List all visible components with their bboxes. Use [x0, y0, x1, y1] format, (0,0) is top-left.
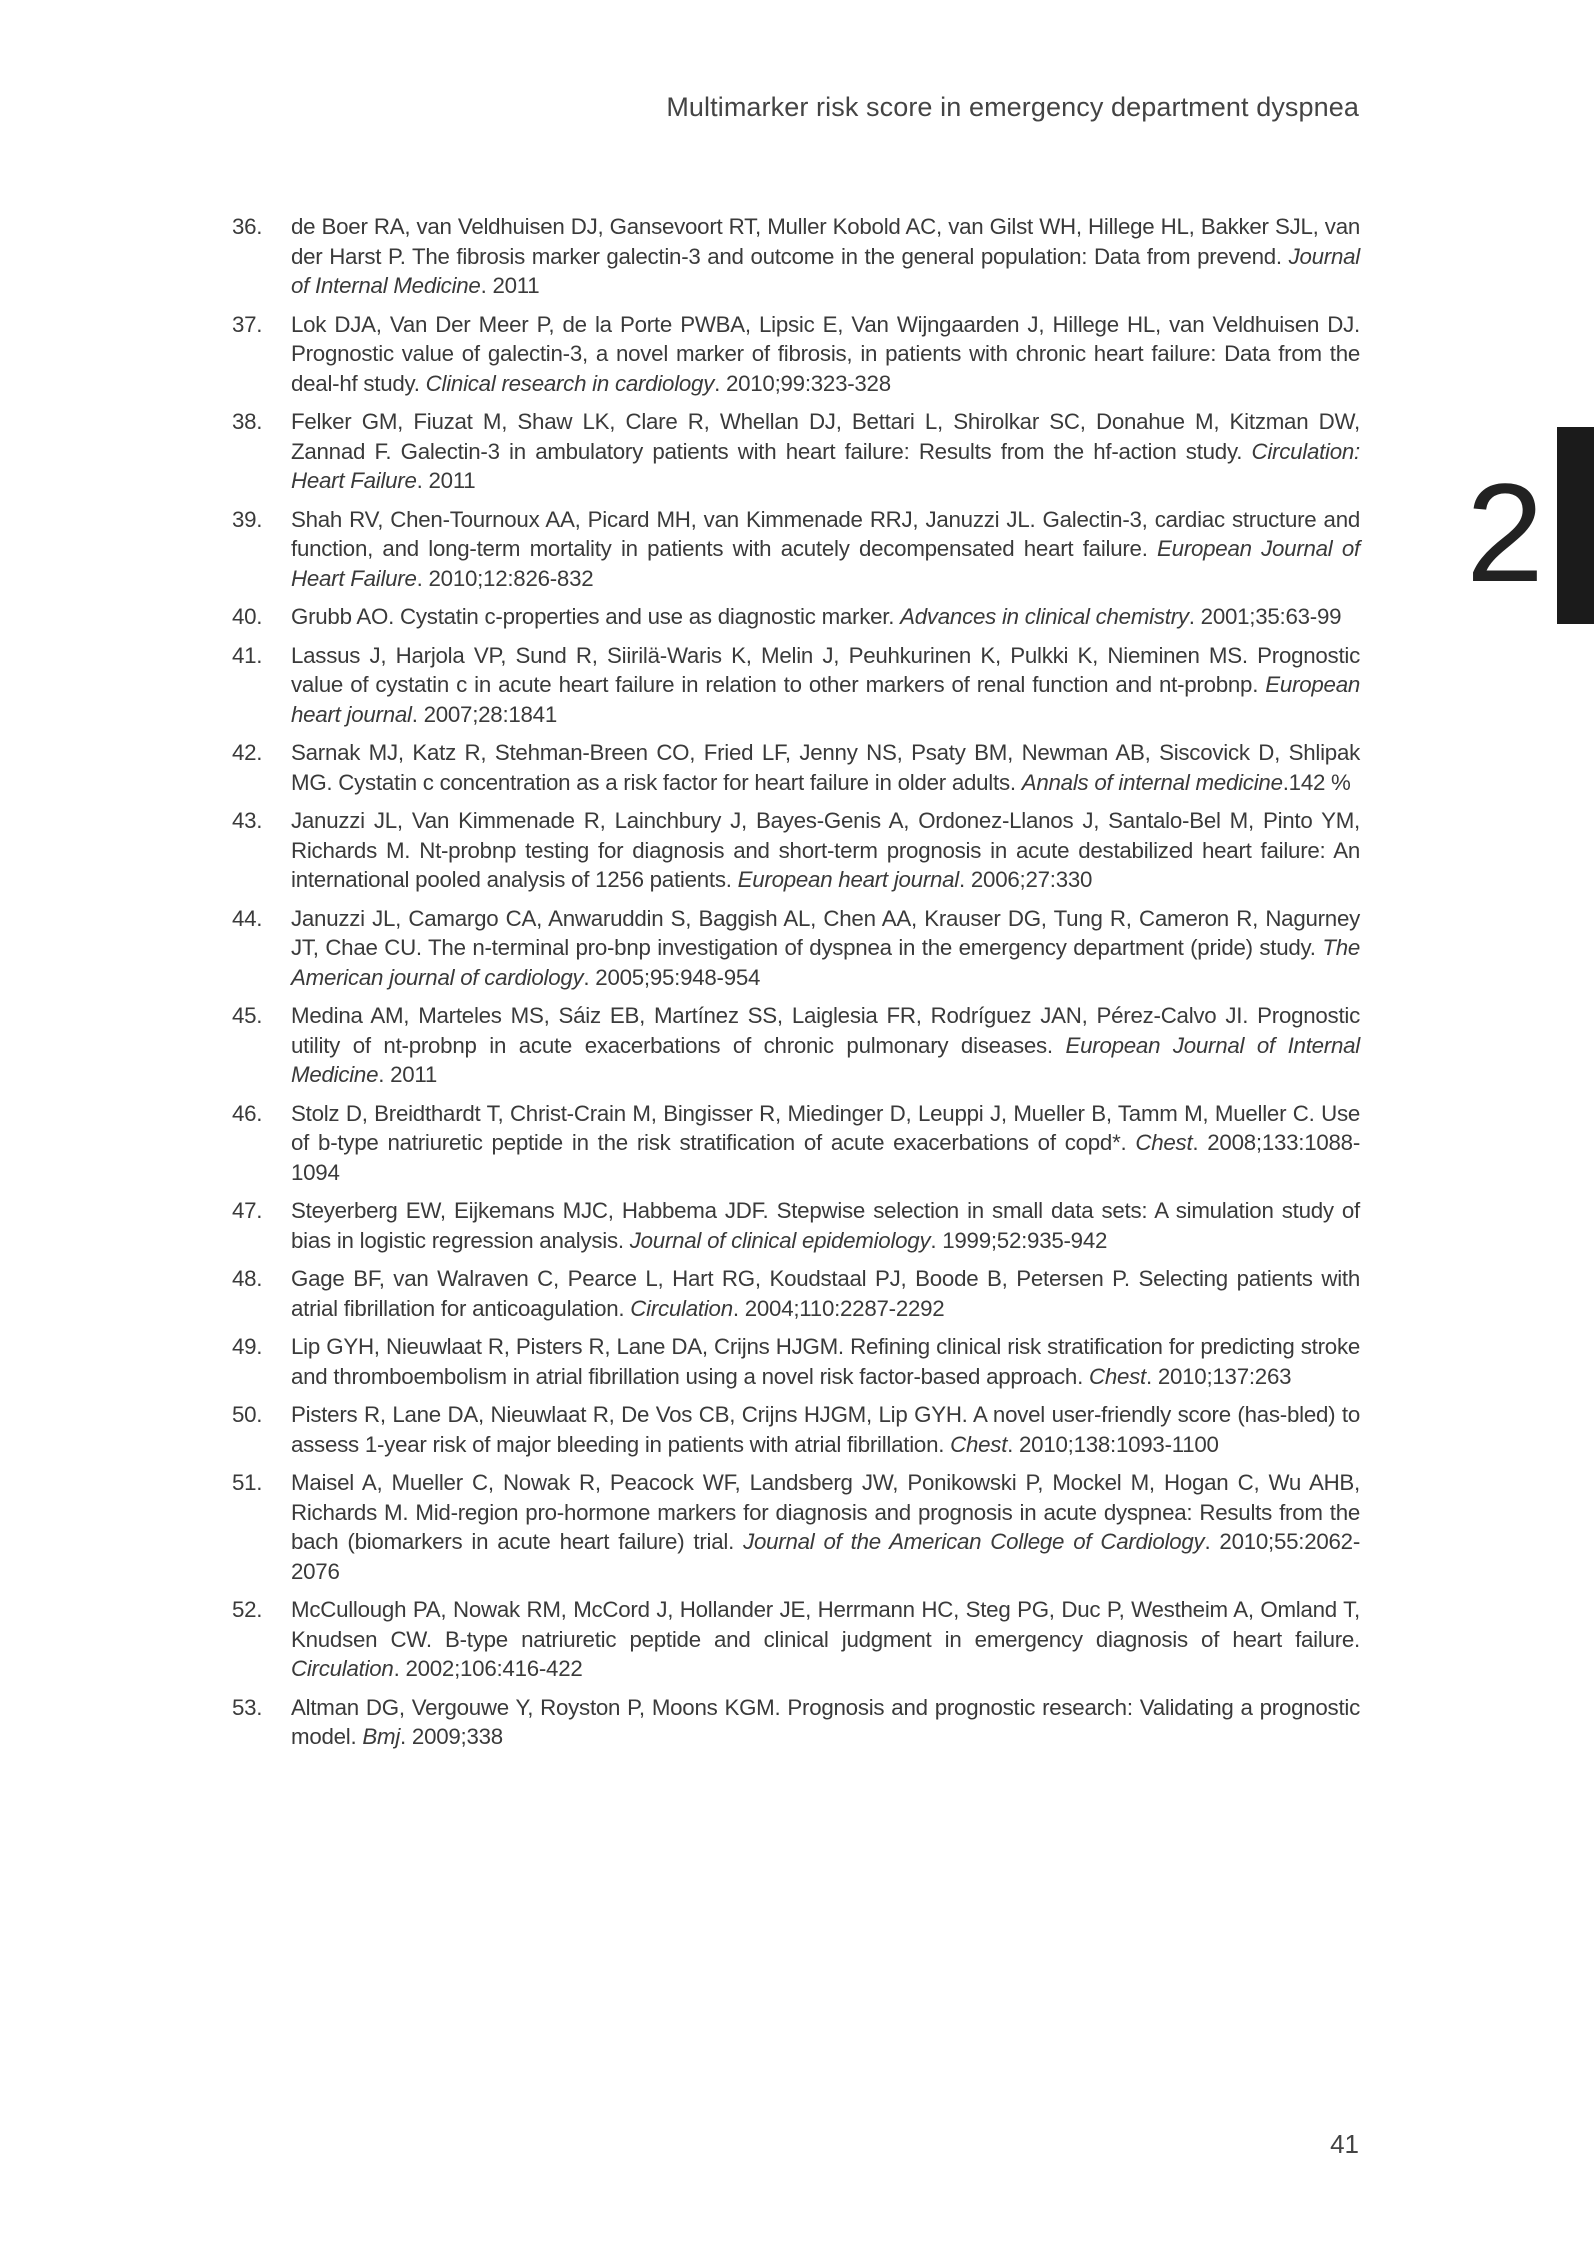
reference-text: [291, 808, 1360, 892]
reference-text: [291, 507, 1360, 591]
reference-text: [291, 643, 1360, 727]
reference-text: [291, 1402, 1360, 1457]
reference-list: [232, 212, 1360, 1761]
reference-number: 38.: [232, 409, 263, 434]
reference-citation-details: . 2010;138:1093-1100: [1007, 1431, 1219, 1457]
reference-text: [291, 1597, 1360, 1681]
reference-text: [291, 1695, 1360, 1750]
reference-authors-title: Medina AM, Marteles MS, Sáiz EB, Martínez SS, Laiglesia FR, Rodríguez JAN, Pérez-Calvo JI. Prognostic utility of nt-probnp in acute exacerbations of chronic pulmonary diseases.: [291, 1003, 1360, 1058]
reference-journal: Advances in clinical chemistry: [900, 604, 1189, 629]
reference-number: 50.: [232, 1402, 263, 1427]
page-number: 41: [1330, 2129, 1359, 2159]
reference-journal: Circulation: [630, 1295, 733, 1321]
reference-journal: Chest: [950, 1431, 1008, 1457]
reference-number: 45.: [232, 1003, 263, 1028]
reference-number: 47.: [232, 1198, 263, 1223]
reference-journal: European Journal of Internal Medicine: [291, 1032, 1360, 1087]
reference-number: 53.: [232, 1694, 263, 1720]
reference-item: [232, 1468, 1360, 1586]
reference-authors-title: Lassus J, Harjola VP, Sund R, Siirilä-Waris K, Melin J, Peuhkurinen K, Pulkki K, Nieminen MS. Prognostic value of cystatin c in acute heart failure in relation to other markers of renal function and nt-probnp.: [291, 642, 1360, 697]
reference-journal: Journal of clinical epidemiology: [629, 1227, 931, 1253]
reference-authors-title: Grubb AO. Cystatin c-properties and use as diagnostic marker.: [291, 604, 901, 629]
reference-authors-title: de Boer RA, van Veldhuisen DJ, Gansevoort RT, Muller Kobold AC, van Gilst WH, Hillege HL, Bakker SJL, van der Harst P. The fibrosis marker galectin-3 and outcome in the general population: Data from prevend.: [291, 214, 1360, 269]
reference-number: 43.: [232, 808, 263, 833]
reference-text: [291, 1470, 1360, 1584]
reference-item: [232, 738, 1360, 797]
reference-citation-details: . 2008;133:1088-1094: [291, 1130, 1360, 1185]
reference-citation-details: .142 %: [1282, 769, 1351, 795]
reference-journal: European heart journal: [737, 867, 960, 892]
reference-number: 52.: [232, 1597, 263, 1622]
reference-item: [232, 602, 1360, 632]
reference-authors-title: Shah RV, Chen-Tournoux AA, Picard MH, van Kimmenade RRJ, Januzzi JL. Galectin-3, cardiac structure and function, and long-term mortality in patients with acutely decompensated heart failure.: [291, 506, 1360, 561]
reference-citation-details: . 2005;95:948-954: [583, 964, 761, 990]
reference-journal: Clinical research in cardiology: [425, 370, 715, 396]
reference-number: 41.: [232, 642, 263, 668]
reference-journal: Chest: [1088, 1363, 1146, 1389]
reference-text: [291, 1266, 1360, 1321]
reference-text: [291, 1003, 1360, 1087]
reference-journal: Annals of internal medicine: [1021, 769, 1283, 795]
reference-item: [232, 407, 1360, 496]
reference-item: [232, 1595, 1360, 1684]
reference-number: 44.: [232, 905, 263, 931]
reference-journal: Circulation: [291, 1656, 394, 1681]
reference-citation-details: . 2004;110:2287-2292: [732, 1295, 945, 1321]
reference-authors-title: Felker GM, Fiuzat M, Shaw LK, Clare R, Whellan DJ, Bettari L, Shirolkar SC, Donahue M, Kitzman DW, Zannad F. Galectin-3 in ambulatory patients with heart failure: Results from the hf-action study.: [291, 409, 1360, 464]
reference-authors-title: Gage BF, van Walraven C, Pearce L, Hart RG, Koudstaal PJ, Boode B, Petersen P. Selecting patients with atrial fibrillation for anticoagulation.: [291, 1266, 1360, 1321]
reference-item: [232, 1001, 1360, 1090]
reference-journal: The American journal of cardiology: [291, 935, 1360, 990]
reference-item: [232, 212, 1360, 301]
reference-authors-title: Lip GYH, Nieuwlaat R, Pisters R, Lane DA, Crijns HJGM. Refining clinical risk stratification for predicting stroke and thromboembolism in atrial fibrillation using a novel risk factor-based approach.: [291, 1334, 1360, 1389]
reference-authors-title: Sarnak MJ, Katz R, Stehman-Breen CO, Fried LF, Jenny NS, Psaty BM, Newman AB, Siscovick D, Shlipak MG. Cystatin c concentration as a risk factor for heart failure in older adults.: [291, 740, 1360, 795]
reference-citation-details: . 2009;338: [400, 1724, 503, 1749]
reference-text: [291, 1334, 1360, 1389]
reference-number: 36.: [232, 214, 263, 239]
reference-citation-details: . 2010;99:323-328: [714, 370, 891, 396]
reference-item: [232, 1099, 1360, 1188]
reference-item: [232, 1264, 1360, 1323]
reference-journal: Circulation: Heart Failure: [291, 438, 1360, 493]
reference-journal: Journal of the American College of Cardiology: [743, 1529, 1205, 1554]
reference-citation-details: . 1999;52:935-942: [930, 1227, 1108, 1253]
reference-number: 42.: [232, 740, 263, 765]
reference-item: [232, 1400, 1360, 1459]
reference-text: [291, 312, 1360, 396]
reference-authors-title: Steyerberg EW, Eijkemans MJC, Habbema JDF. Stepwise selection in small data sets: A simulation study of bias in logistic regression analysis.: [291, 1198, 1360, 1253]
reference-text: [291, 1198, 1360, 1253]
reference-citation-details: . 2011: [416, 468, 476, 493]
reference-citation-details: . 2007;28:1841: [411, 701, 557, 727]
reference-authors-title: Pisters R, Lane DA, Nieuwlaat R, De Vos CB, Crijns HJGM, Lip GYH. A novel user-friendly score (has-bled) to assess 1-year risk of major bleeding in patients with atrial fibrillation.: [291, 1402, 1360, 1457]
reference-citation-details: . 2001;35:63-99: [1188, 604, 1342, 629]
reference-item: [232, 310, 1360, 399]
reference-item: [232, 641, 1360, 730]
reference-text: [291, 740, 1360, 795]
reference-number: 51.: [232, 1470, 263, 1495]
reference-authors-title: Altman DG, Vergouwe Y, Royston P, Moons KGM. Prognosis and prognostic research: Validating a prognostic model.: [291, 1694, 1360, 1749]
reference-number: 40.: [232, 604, 263, 629]
reference-citation-details: . 2002;106:416-422: [393, 1656, 583, 1681]
reference-authors-title: McCullough PA, Nowak RM, McCord J, Hollander JE, Herrmann HC, Steg PG, Duc P, Westheim A, Omland T, Knudsen CW. B-type natriuretic peptide and clinical judgment in emergency diagnosis of heart failure.: [291, 1597, 1360, 1652]
reference-authors-title: Stolz D, Breidthardt T, Christ-Crain M, Bingisser R, Miedinger D, Leuppi J, Mueller B, Tamm M, Mueller C. Use of b-type natriuretic peptide in the risk stratification of acute exacerbations of copd*.: [291, 1100, 1360, 1155]
reference-item: [232, 806, 1360, 895]
reference-number: 49.: [232, 1334, 263, 1359]
reference-citation-details: . 2010;55:2062-2076: [291, 1529, 1360, 1584]
reference-text: [291, 906, 1360, 990]
reference-text: [291, 604, 1341, 629]
reference-authors-title: Lok DJA, Van Der Meer P, de la Porte PWBA, Lipsic E, Van Wijngaarden J, Hillege HL, van Veldhuisen DJ. Prognostic value of galectin-3, a novel marker of fibrosis, in patients with chronic heart failure: Data from the deal-hf study.: [291, 311, 1360, 396]
reference-number: 46.: [232, 1100, 263, 1126]
reference-citation-details: . 2006;27:330: [959, 867, 1093, 892]
reference-text: [291, 1101, 1360, 1185]
reference-citation-details: . 2010;12:826-832: [416, 565, 594, 591]
reference-authors-title: Maisel A, Mueller C, Nowak R, Peacock WF, Landsberg JW, Ponikowski P, Mockel M, Hogan C, Wu AHB, Richards M. Mid-region pro-hormone markers for diagnosis and prognosis in acute dyspnea: Results from the bach (biomarkers in acute heart failure) trial.: [291, 1470, 1360, 1554]
reference-journal: Chest: [1135, 1130, 1193, 1155]
running-header-title: Multimarker risk score in emergency department dyspnea: [666, 92, 1359, 122]
chapter-number: 2: [1466, 454, 1544, 611]
reference-number: 48.: [232, 1266, 263, 1291]
reference-item: [232, 505, 1360, 594]
reference-item: [232, 904, 1360, 993]
reference-item: [232, 1693, 1360, 1752]
reference-journal: Bmj: [362, 1724, 401, 1749]
reference-item: [232, 1196, 1360, 1255]
reference-text: [291, 409, 1360, 493]
reference-number: 37.: [232, 311, 263, 337]
reference-citation-details: . 2011: [480, 273, 540, 298]
reference-citation-details: . 2011: [378, 1062, 438, 1087]
reference-text: [291, 214, 1360, 298]
reference-authors-title: Januzzi JL, Camargo CA, Anwaruddin S, Baggish AL, Chen AA, Krauser DG, Tung R, Cameron R, Nagurney JT, Chae CU. The n-terminal pro-bnp investigation of dyspnea in the emergency department (pride) study.: [291, 905, 1360, 960]
reference-journal: European Journal of Heart Failure: [291, 536, 1360, 591]
reference-citation-details: . 2010;137:263: [1145, 1363, 1292, 1389]
reference-item: [232, 1332, 1360, 1391]
reference-journal: European heart journal: [291, 672, 1360, 727]
reference-journal: Journal of Internal Medicine: [291, 243, 1360, 298]
reference-authors-title: Januzzi JL, Van Kimmenade R, Lainchbury J, Bayes-Genis A, Ordonez-Llanos J, Santalo-Bel M, Pinto YM, Richards M. Nt-probnp testing for diagnosis and short-term prognosis in acute destabilized heart failure: An international pooled analysis of 1256 patients.: [291, 808, 1360, 892]
chapter-tab: [1557, 427, 1594, 624]
reference-number: 39.: [232, 506, 263, 532]
